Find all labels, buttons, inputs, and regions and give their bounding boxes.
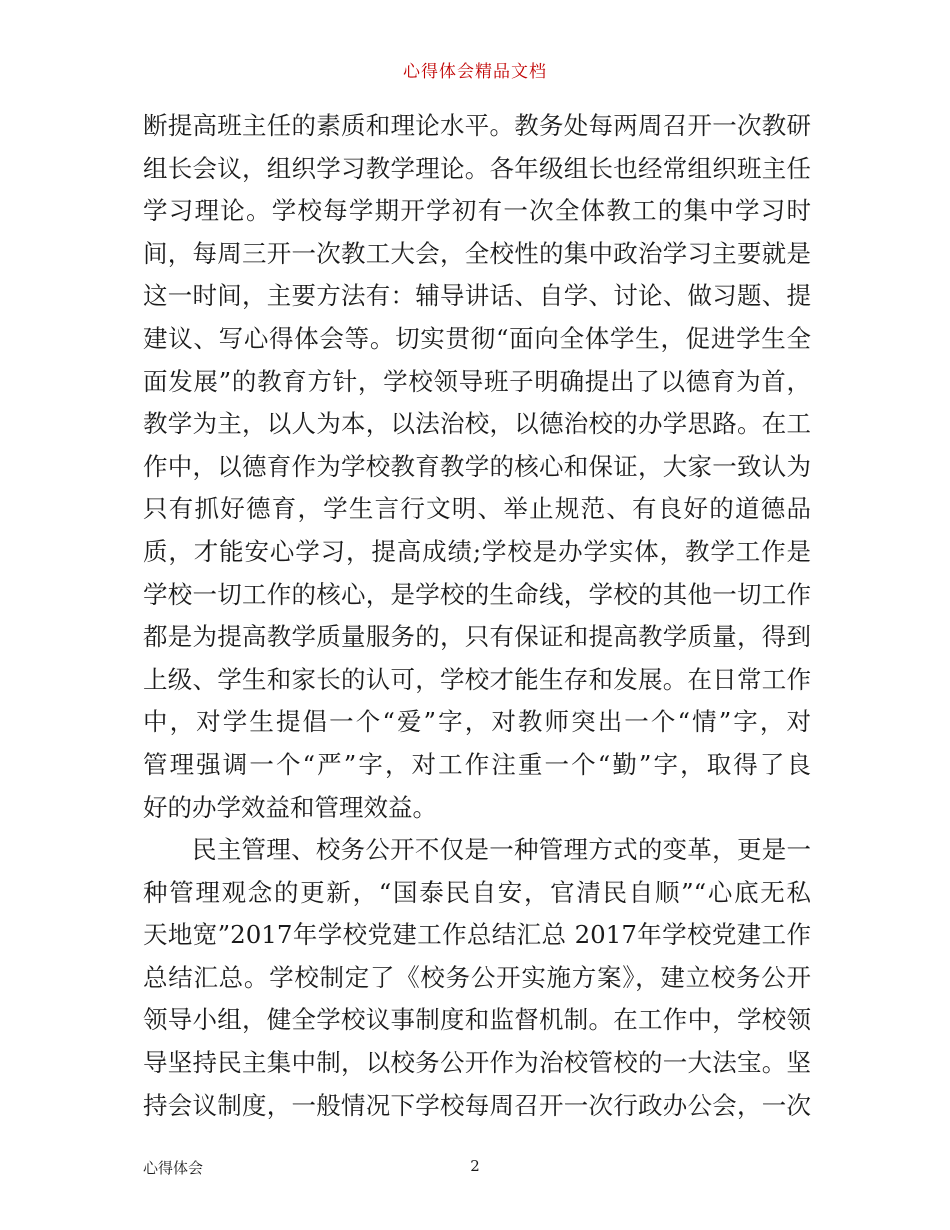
footer-label: 心得体会 — [143, 1159, 204, 1177]
text-line: 学校一切工作的核心，是学校的生命线，学校的其他一切工作 — [143, 579, 811, 609]
text-line: 中，对学生提倡一个“爱”字，对教师突出一个“情”字，对 — [143, 707, 811, 737]
footer-page-number: 2 — [470, 1157, 480, 1175]
text-line: 教学为主，以人为本，以法治校，以德治校的办学思路。在工 — [143, 409, 811, 439]
text-line: 建议、写心得体会等。切实贯彻“面向全体学生，促进学生全 — [143, 323, 811, 353]
text-line: 好的办学效益和管理效益。 — [143, 792, 437, 822]
text-line: 都是为提高教学质量服务的，只有保证和提高教学质量，得到 — [143, 622, 811, 652]
text-line: 持会议制度，一般情况下学校每周召开一次行政办公会，一次 — [143, 1090, 811, 1120]
text-line: 断提高班主任的素质和理论水平。教务处每两周召开一次教研 — [143, 111, 811, 140]
text-line: 导坚持民主集中制，以校务公开作为治校管校的一大法宝。坚 — [143, 1048, 811, 1078]
text-line: 学习理论。学校每学期开学初有一次全体教工的集中学习时 — [143, 196, 811, 226]
text-line: 天地宽”2017年学校党建工作总结汇总 2017年学校党建工作 — [143, 920, 811, 950]
text-line: 领导小组，健全学校议事制度和监督机制。在工作中，学校领 — [143, 1005, 811, 1035]
text-line: 总结汇总。学校制定了《校务公开实施方案》，建立校务公开 — [143, 962, 811, 992]
text-line: 组长会议，组织学习教学理论。各年级组长也经常组织班主任 — [143, 153, 811, 183]
text-line-paragraph-start: 民主管理、校务公开不仅是一种管理方式的变革，更是一 — [192, 835, 811, 865]
text-line: 只有抓好德育，学生言行文明、举止规范、有良好的道德品 — [143, 494, 811, 524]
document-body — [143, 105, 811, 1127]
text-line: 面发展”的教育方针，学校领导班子明确提出了以德育为首， — [143, 366, 811, 396]
text-line: 质，才能安心学习，提高成绩;学校是办学实体，教学工作是 — [143, 536, 811, 566]
page-header-title: 心得体会精品文档 — [403, 62, 547, 82]
text-line: 这一时间，主要方法有：辅导讲话、自学、讨论、做习题、提 — [143, 281, 811, 311]
text-line: 种管理观念的更新，“国泰民自安，官清民自顺”“心底无私 — [143, 877, 811, 907]
text-line: 间，每周三开一次教工大会，全校性的集中政治学习主要就是 — [143, 238, 811, 268]
text-line: 上级、学生和家长的认可，学校才能生存和发展。在日常工作 — [143, 664, 811, 694]
text-line: 管理强调一个“严”字，对工作注重一个“勤”字，取得了良 — [143, 749, 811, 779]
text-line: 作中，以德育作为学校教育教学的核心和保证，大家一致认为 — [143, 451, 811, 481]
